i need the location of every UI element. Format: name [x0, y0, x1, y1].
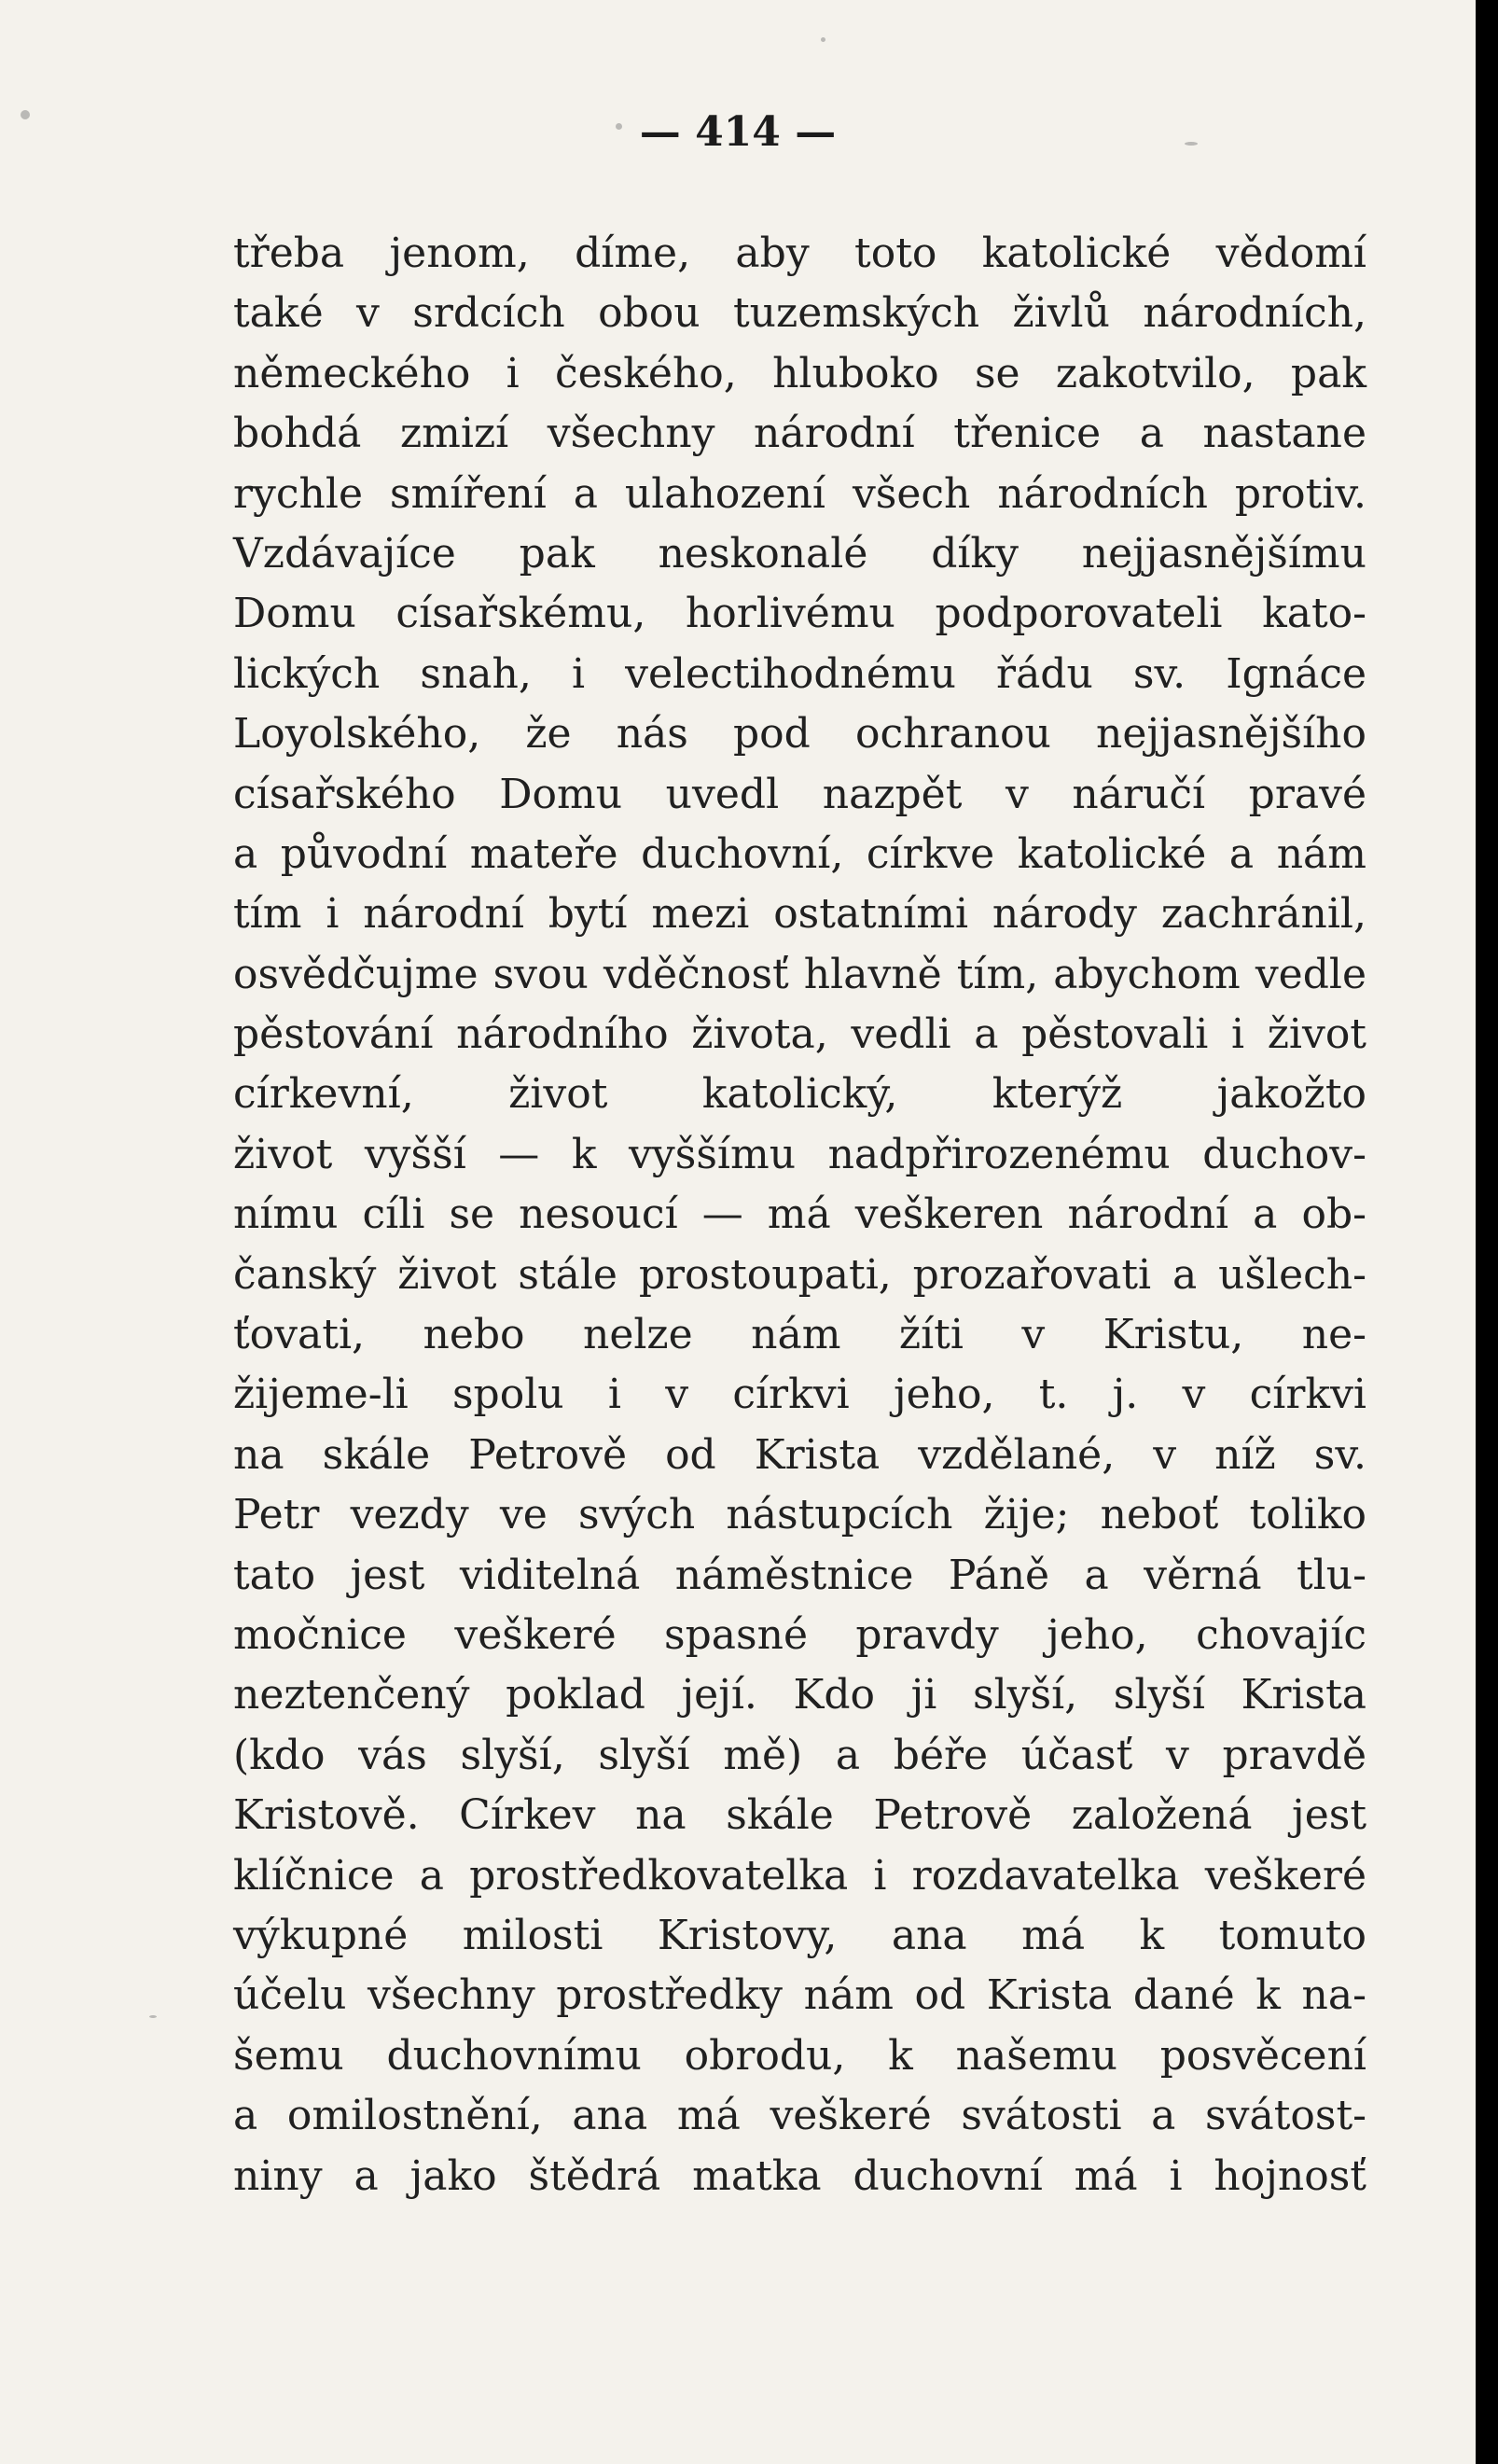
text-line: výkupné milosti Kristovy, ana má k tomuto — [233, 1911, 1366, 1959]
body-text — [233, 224, 1366, 2206]
text-line: Petr vezdy ve svých nástupcích žije; neboť toliko — [233, 1491, 1366, 1539]
text-line: ťovati, nebo nelze nám žíti v Kristu, ne- — [233, 1311, 1366, 1359]
page-number: — 414 — — [639, 108, 837, 156]
text-line: klíčnice a prostředkovatelka i rozdavatelka veškeré — [233, 1851, 1366, 1900]
text-line: život vyšší — k vyššímu nadpřirozenému duchov- — [233, 1130, 1366, 1178]
scan-speck — [821, 37, 825, 42]
scan-speck — [1185, 142, 1198, 146]
text-line: bohdá zmizí všechny národní třenice a nastane — [233, 410, 1366, 458]
text-line: šemu duchovnímu obrodu, k našemu posvěcení — [233, 2031, 1366, 2080]
text-line: církevní, život katolický, kterýž jakožto — [233, 1070, 1366, 1119]
text-line: pěstování národního života, vedli a pěstovali i život — [233, 1010, 1366, 1059]
text-line: tato jest viditelná náměstnice Páně a věrná tlu- — [233, 1551, 1366, 1599]
scan-edge — [1476, 0, 1498, 2464]
text-line: a původní mateře duchovní, církve katolické a nám — [233, 829, 1366, 878]
text-line: Loyolského, že nás pod ochranou nejjasnějšího — [233, 710, 1366, 759]
text-line: třeba jenom, díme, aby toto katolické vědomí — [233, 230, 1366, 277]
text-line: (kdo vás slyší, slyší mě) a béře účasť v pravdě — [233, 1731, 1366, 1779]
text-line: Domu císařskému, horlivému podporovateli kato- — [233, 590, 1366, 638]
text-line: německého i českého, hluboko se zakotvilo, pak — [233, 349, 1366, 397]
text-line: také v srdcích obou tuzemských živlů národních, — [233, 289, 1366, 338]
scan-speck — [149, 2015, 157, 2018]
text-line: účelu všechny prostředky nám od Krista dané k na- — [233, 1971, 1366, 2020]
text-line: žijeme-li spolu i v církvi jeho, t. j. v církvi — [233, 1371, 1366, 1419]
text-line: císařského Domu uvedl nazpět v náručí pravé — [233, 770, 1366, 818]
text-line: lických snah, i velectihodnému řádu sv. Ignáce — [233, 649, 1366, 698]
text-line: na skále Petrově od Krista vzdělané, v níž sv. — [233, 1430, 1366, 1479]
scan-speck — [616, 123, 622, 130]
text-line: niny a jako štědrá matka duchovní má i hojnosť — [233, 2151, 1366, 2200]
text-line: Kristově. Církev na skále Petrově založená jest — [233, 1791, 1366, 1840]
text-line: močnice veškeré spasné pravdy jeho, chovajíc — [233, 1610, 1366, 1659]
text-line: Vzdávajíce pak neskonalé díky nejjasnějšímu — [233, 529, 1366, 578]
scan-speck — [21, 110, 30, 119]
text-line: neztenčený poklad její. Kdo ji slyší, slyší Krista — [233, 1671, 1366, 1719]
text-line: a omilostnění, ana má veškeré svátosti a svátost- — [233, 2092, 1366, 2140]
text-line: osvědčujme svou vděčnosť hlavně tím, abychom vedle — [233, 950, 1366, 998]
text-line: čanský život stále prostoupati, prozařovati a ušlech- — [233, 1250, 1366, 1299]
text-line: rychle smíření a ulahození všech národních protiv. — [233, 469, 1366, 518]
text-line: tím i národní bytí mezi ostatními národy zachránil, — [233, 890, 1366, 939]
text-line: nímu cíli se nesoucí — má veškeren národní a ob- — [233, 1190, 1366, 1239]
